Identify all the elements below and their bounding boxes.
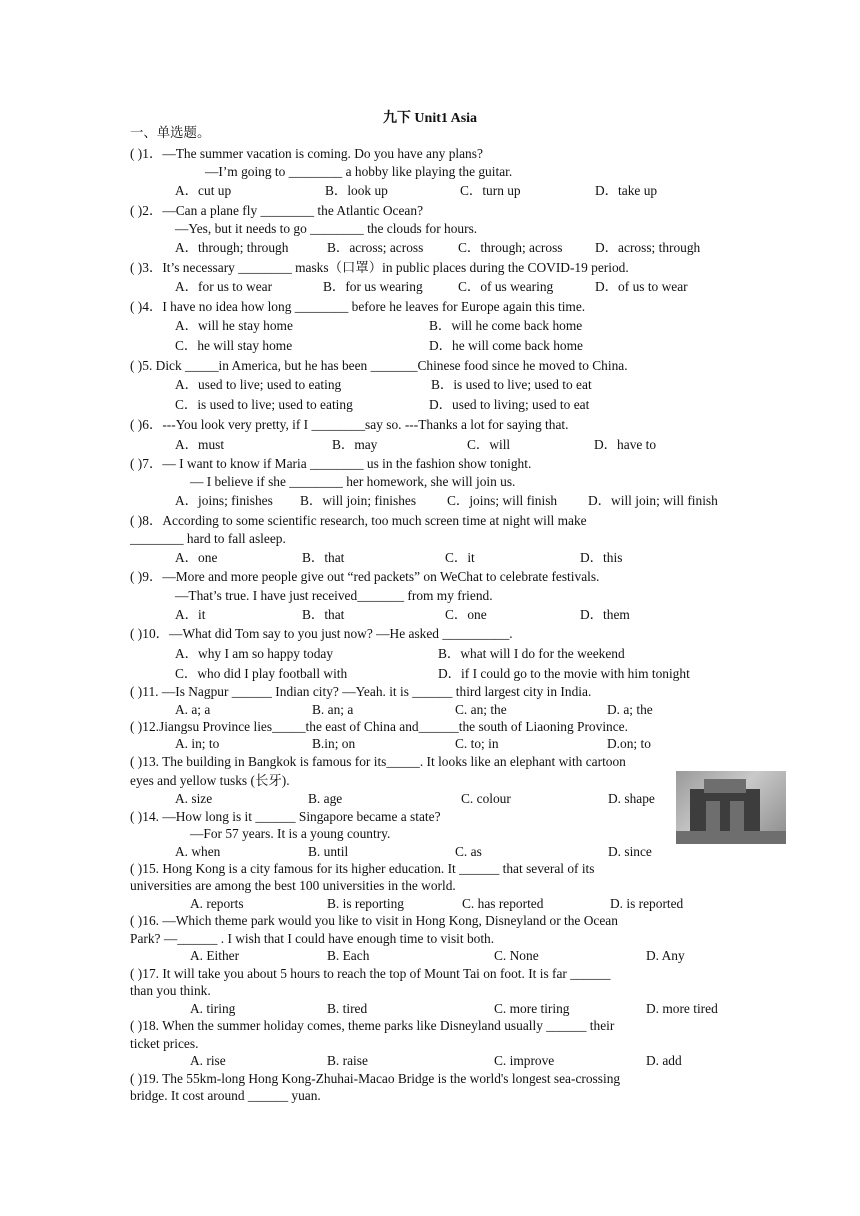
q15-option-c: C. has reported <box>462 896 544 911</box>
q11-option-b: B. an; a <box>312 702 354 717</box>
q15-option-b: B. is reporting <box>327 896 404 911</box>
q3-option-c: C．of us wearing <box>458 279 554 294</box>
q10-stem: ( )10．—What did Tom say to you just now? —He asked __________. <box>130 626 513 641</box>
q17-option-d: D. more tired <box>646 1001 718 1016</box>
q18-line2: ticket prices. <box>130 1036 199 1051</box>
q5-option-d: D．used to living; used to eat <box>429 397 590 412</box>
q10-option-d: D．if I could go to the movie with him tonight <box>438 666 690 681</box>
q1-option-b: B．look up <box>325 183 388 198</box>
q4-option-d: D．he will come back home <box>429 338 583 353</box>
q7-option-a: A．joins; finishes <box>175 493 273 508</box>
q1-stem: ( )1．—The summer vacation is coming. Do you have any plans? <box>130 146 483 161</box>
q18-option-d: D. add <box>646 1053 682 1068</box>
q18-option-b: B. raise <box>327 1053 368 1068</box>
q10-option-b: B．what will I do for the weekend <box>438 646 625 661</box>
q3-option-d: D．of us to wear <box>595 279 688 294</box>
q18-option-c: C. improve <box>494 1053 555 1068</box>
q14-option-b: B. until <box>308 844 349 859</box>
section-heading: 一、单选题。 <box>130 125 211 140</box>
q7-stem: ( )7．— I want to know if Maria ________ us in the fashion show tonight. <box>130 456 532 471</box>
q2-line2: —Yes, but it needs to go ________ the clouds for hours. <box>175 221 478 236</box>
q15-option-a: A. reports <box>190 896 244 911</box>
q5-stem: ( )5. Dick _____in America, but he has been _______Chinese food since he moved to China. <box>130 358 628 373</box>
q12-option-c: C. to; in <box>455 736 499 751</box>
q12-stem: ( )12.Jiangsu Province lies_____the east of China and______the south of Liaoning Province. <box>130 719 628 734</box>
q11-option-a: A. a; a <box>175 702 211 717</box>
q9-option-d: D．them <box>580 607 630 622</box>
q3-option-b: B．for us wearing <box>323 279 423 294</box>
elephant-building-photo <box>676 771 786 844</box>
q17-option-c: C. more tiring <box>494 1001 570 1016</box>
q7-option-c: C．joins; will finish <box>447 493 558 508</box>
q16-option-c: C. None <box>494 948 539 963</box>
q3-stem: ( )3．It’s necessary ________ masks（口罩）in public places during the COVID-19 period. <box>130 260 629 275</box>
q3-option-a: A．for us to wear <box>175 279 273 294</box>
q4-stem: ( )4．I have no idea how long ________ before he leaves for Europe again this time. <box>130 299 586 314</box>
q14-line2: —For 57 years. It is a young country. <box>190 826 391 841</box>
q2-stem: ( )2．—Can a plane fly ________ the Atlantic Ocean? <box>130 203 424 218</box>
q1-option-a: A．cut up <box>175 183 232 198</box>
q1-option-d: D．take up <box>595 183 658 198</box>
q15-stem: ( )15. Hong Kong is a city famous for its higher education. It ______ that several of its <box>130 861 595 876</box>
q2-option-a: A．through; through <box>175 240 289 255</box>
q16-stem: ( )16. —Which theme park would you like to visit in Hong Kong, Disneyland or the Ocean <box>130 913 618 928</box>
q9-option-a: A．it <box>175 607 206 622</box>
q11-stem: ( )11. —Is Nagpur ______ Indian city? —Yeah. it is ______ third largest city in India. <box>130 684 592 699</box>
q8-option-c: C．it <box>445 550 475 565</box>
q8-stem: ( )8．According to some scientific research, too much screen time at night will make <box>130 513 587 528</box>
q14-option-a: A. when <box>175 844 221 859</box>
q15-line2: universities are among the best 100 universities in the world. <box>130 878 456 893</box>
q17-option-b: B. tired <box>327 1001 368 1016</box>
q9-stem: ( )9．—More and more people give out “red packets” on WeChat to celebrate festivals. <box>130 569 600 584</box>
q17-line2: than you think. <box>130 983 211 998</box>
q8-option-a: A．one <box>175 550 218 565</box>
q18-stem: ( )18. When the summer holiday comes, theme parks like Disneyland usually ______ their <box>130 1018 615 1033</box>
q14-option-c: C. as <box>455 844 482 859</box>
q13-line2: eyes and yellow tusks (长牙). <box>130 773 290 788</box>
q9-option-c: C．one <box>445 607 487 622</box>
q6-option-a: A．must <box>175 437 225 452</box>
q14-option-d: D. since <box>608 844 652 859</box>
q13-option-c: C. colour <box>461 791 511 806</box>
q6-option-c: C．will <box>467 437 511 452</box>
q7-line2: — I believe if she ________ her homework, she will join us. <box>190 474 516 489</box>
q14-stem: ( )14. —How long is it ______ Singapore became a state? <box>130 809 441 824</box>
q4-option-b: B．will he come back home <box>429 318 583 333</box>
q13-option-b: B. age <box>308 791 343 806</box>
q12-option-b: B.in; on <box>312 736 356 751</box>
q13-stem: ( )13. The building in Bangkok is famous for its_____. It looks like an elephant with cartoon <box>130 754 626 769</box>
q16-line2: Park? —______ . I wish that I could have enough time to visit both. <box>130 931 495 946</box>
q12-option-d: D.on; to <box>607 736 651 751</box>
q2-option-b: B．across; across <box>327 240 424 255</box>
q10-option-c: C．who did I play football with <box>175 666 348 681</box>
q17-stem: ( )17. It will take you about 5 hours to reach the top of Mount Tai on foot. It is far ______ <box>130 966 611 981</box>
q6-option-b: B．may <box>332 437 378 452</box>
q16-option-b: B. Each <box>327 948 370 963</box>
q6-option-d: D．have to <box>594 437 657 452</box>
q10-option-a: A．why I am so happy today <box>175 646 334 661</box>
q19-line2: bridge. It cost around ______ yuan. <box>130 1088 321 1103</box>
q8-option-d: D．this <box>580 550 623 565</box>
q15-option-d: D. is reported <box>610 896 684 911</box>
q8-line2: ________ hard to fall asleep. <box>130 531 286 546</box>
q1-option-c: C．turn up <box>460 183 521 198</box>
q2-option-d: D．across; through <box>595 240 701 255</box>
q11-option-d: D. a; the <box>607 702 653 717</box>
q4-option-a: A．will he stay home <box>175 318 293 333</box>
q9-option-b: B．that <box>302 607 345 622</box>
q1-line2: —I’m going to ________ a hobby like playing the guitar. <box>205 164 513 179</box>
q17-option-a: A. tiring <box>190 1001 236 1016</box>
q13-option-d: D. shape <box>608 791 655 806</box>
q5-option-a: A．used to live; used to eating <box>175 377 342 392</box>
q11-option-c: C. an; the <box>455 702 507 717</box>
q9-line2: —That’s true. I have just received_______ from my friend. <box>175 588 493 603</box>
q7-option-b: B．will join; finishes <box>300 493 417 508</box>
q16-option-d: D. Any <box>646 948 685 963</box>
page-title: 九下 Unit1 Asia <box>382 111 478 126</box>
q5-option-b: B．is used to live; used to eat <box>431 377 592 392</box>
q5-option-c: C．is used to live; used to eating <box>175 397 353 412</box>
q4-option-c: C．he will stay home <box>175 338 293 353</box>
q16-option-a: A. Either <box>190 948 240 963</box>
q13-option-a: A. size <box>175 791 213 806</box>
q6-stem: ( )6．---You look very pretty, if I ________say so. ---Thanks a lot for saying that. <box>130 417 569 432</box>
q7-option-d: D．will join; will finish <box>588 493 718 508</box>
q12-option-a: A. in; to <box>175 736 220 751</box>
q8-option-b: B．that <box>302 550 345 565</box>
q19-stem: ( )19. The 55km-long Hong Kong-Zhuhai-Macao Bridge is the world's longest sea-crossing <box>130 1071 621 1086</box>
q2-option-c: C．through; across <box>458 240 563 255</box>
q18-option-a: A. rise <box>190 1053 226 1068</box>
